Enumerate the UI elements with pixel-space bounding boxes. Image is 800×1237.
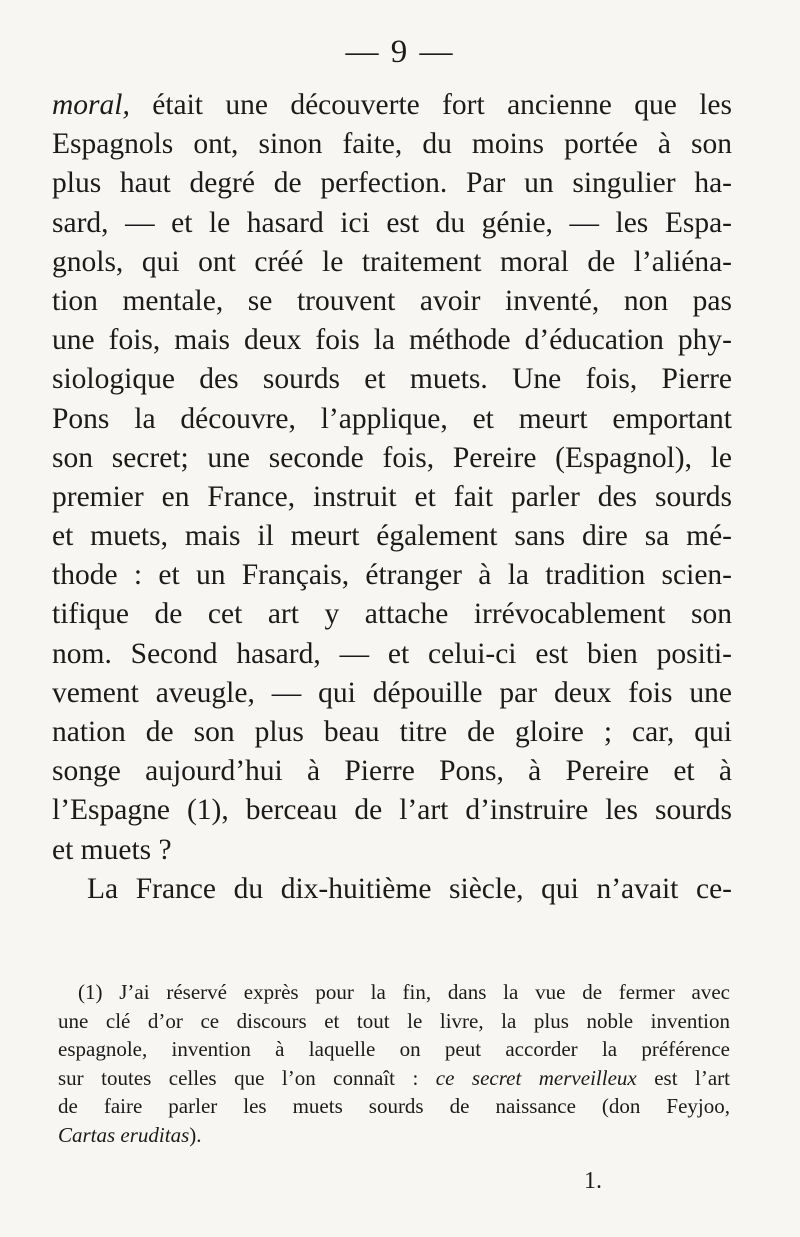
italic-phrase: ce secret merveilleux	[435, 1065, 637, 1090]
text-line: nom. Second hasard, — et celui-ci est bien positi-	[52, 637, 732, 670]
text-line: nation de son plus beau titre de gloire ; car, qui	[52, 716, 732, 748]
text-segment: était une découverte fort ancienne que les	[129, 89, 732, 121]
text-line: sard, — et le hasard ici est du génie, — les Espa-	[52, 206, 732, 239]
text-line: La France du dix-huitième siècle, qui n’avait ce-	[87, 872, 732, 905]
footnote	[58, 978, 730, 1150]
text-line: et muets, mais il meurt également sans dire sa mé-	[52, 520, 732, 553]
body-text	[52, 86, 732, 909]
text-line: songe aujourd’hui à Pierre Pons, à Pereire et à	[52, 755, 732, 788]
text-line: son secret; une seconde fois, Pereire (Espagnol), le	[52, 441, 732, 474]
text-line: tion mentale, se trouvent avoir inventé, non pas	[52, 284, 732, 317]
text-line: premier en France, instruit et fait parler des sourds	[52, 480, 732, 513]
footnote-line	[58, 1121, 730, 1150]
footnote-line: espagnole, invention à laquelle on peut accorder la préférence	[58, 1037, 730, 1062]
page-number-header: — 9 —	[345, 34, 455, 70]
text-line: une fois, mais deux fois la méthode d’éducation phy-	[52, 324, 732, 357]
text-line: gnols, qui ont créé le traitement moral de l’aliéna-	[52, 245, 732, 278]
text-line: siologique des sourds et muets. Une fois, Pierre	[52, 363, 732, 396]
text-line: tifique de cet art y attache irrévocablement son	[52, 598, 732, 631]
text-line: vement aveugle, — qui dépouille par deux fois une	[52, 676, 732, 709]
text-line	[52, 86, 732, 125]
text-line: thode : et un Français, étranger à la tradition scien-	[52, 559, 732, 592]
footnote-line	[58, 1064, 730, 1093]
italic-title: Cartas eruditas	[58, 1122, 190, 1147]
text-segment: ).	[189, 1122, 202, 1147]
text-line: Pons la découvre, l’applique, et meurt emportant	[52, 402, 732, 435]
signature-mark: 1.	[584, 1168, 602, 1194]
footnote-line: une clé d’or ce discours et tout le livre, la plus noble invention	[58, 1008, 730, 1033]
text-line: plus haut degré de perfection. Par un singulier ha-	[52, 167, 732, 200]
footnote-line: de faire parler les muets sourds de naissance (don Feyjoo,	[58, 1094, 730, 1119]
text-line: et muets ?	[52, 833, 172, 866]
text-segment: est l’art	[636, 1065, 730, 1090]
text-segment: sur toutes celles que l’on connaît :	[58, 1065, 436, 1090]
text-line: l’Espagne (1), berceau de l’art d’instruire les sourds	[52, 794, 732, 827]
text-line: Espagnols ont, sinon faite, du moins portée à son	[52, 128, 732, 161]
footnote-line: (1) J’ai réservé exprès pour la fin, dans la vue de fermer avec	[78, 980, 730, 1004]
italic-word: moral,	[52, 89, 130, 121]
